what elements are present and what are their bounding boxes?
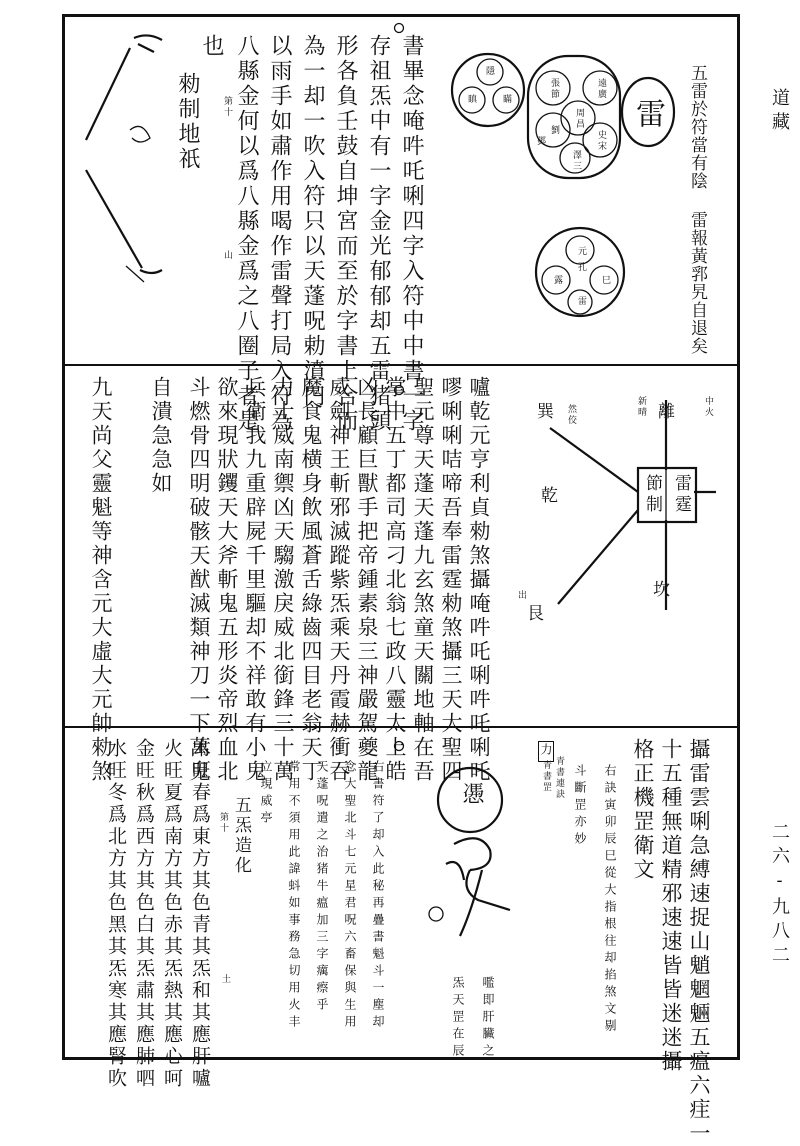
p2-col-12: 自潰急急如 [149,376,173,496]
cluster-b-label-5: 周昌 [574,108,584,130]
collection-name: 道藏 [769,88,790,136]
cluster-b-label-7: 澤三 [571,150,581,172]
compass-small-1: 然佼 [566,404,576,426]
p3-mid-col-5: 立現威亭 [259,760,273,828]
p2-col-5: 凶長顧巨獸手把帝鍾素泉三神嚴駕夔龍 [355,376,379,784]
cluster-a-label-2: 瞋 [466,94,476,105]
compass-label-li: 離 [654,402,674,422]
compass-small-3: 中火 [703,396,713,418]
boxed-label: 力 [539,743,553,760]
p2-col-2: 嘐唎唎咭啼吾奉雷霆勑煞攝三天大聖四 [439,376,463,784]
p3-left-col-2: 火旺夏爲南方其色赤其炁熱其應心呵 [161,738,183,1090]
p3-right-col-2: 十五種無道精邪速速皆皆迷迷攝 [659,738,683,1074]
compass-label-kan: 坎 [649,580,669,600]
cluster-c-label-5: 孔 [576,262,586,273]
cluster-b-label-4: 遠廣 [596,78,606,100]
seal-title: 勑制地祇 [175,72,200,172]
p3-left-col-4: 水旺冬爲北方其色黑其炁寒其應腎吹 [105,738,127,1090]
cluster-b-label-3: 鄧 [535,136,545,147]
compass-center-2: 節制 [642,474,662,516]
figure-char: 慿 [459,782,484,807]
p1-col-3: 形各負壬鼓自坤宮而至於字書上合而 [333,34,358,434]
section-number: 第十 [222,96,232,118]
box-note-2: 青書罡 [541,760,551,793]
p1-col-5: 以雨手如肅作用喝作雷聲打局入符為 [267,34,292,434]
p2-col-8: 力士威南禦凶天騶激戾威北銜鋒三十萬 [271,376,295,784]
p1-col-1: 書畢念唵吽吒唎四字入符中中書一字 [399,34,424,434]
p3-right-col-1: 攝雷雲唎急縛速捉山魈魍魎五瘟六疰一 [687,738,711,1146]
mini-char: 土 [220,974,230,985]
cluster-b-label-2: 劉 [549,125,559,136]
p3-left-col-1: 木旺春爲東方其色青其炁和其應肝嚧 [189,738,211,1090]
cluster-c-label-4: 雷 [576,296,586,307]
small-mark: 山 [222,250,232,261]
compass-label-qian: 乾 [537,486,557,506]
p2-col-3: 聖元尊天蓬天蓬九玄煞童天關地軸在吾 [411,376,435,784]
p1-col-4: 為一却一吹入符只以天蓬呪勅濆冂 [300,34,325,409]
cluster-b-label-6: 史宋 [596,130,606,152]
compass-label-xun: 巽 [533,402,553,422]
under-figure-note-2: 炁天罡在辰 [451,976,465,1061]
p2-col-1: 嚧亁元亨利貞勑煞攝唵吽吒唎吽吒唎吒 [467,376,491,784]
cluster-a-label-1: 隱 [484,66,494,77]
p3-left-col-3: 金旺秋爲西方其色白其炁肅其應肺呬 [133,738,155,1090]
p3-right-col-3: 格正機罡衛文 [631,738,655,882]
p1-ornament-char: 也 [199,34,224,59]
p3-mid-col-2: 念大聖北斗七元星君呪六畜保與生用 [343,760,357,1032]
p3-mid-col-3: 天蓬呪遣之治猪牛瘟加三字癘瘵乎 [315,760,329,1015]
cluster-b-label-1: 張節 [549,78,559,100]
cluster-c-label-3: 巳 [600,275,610,286]
compass-small-2: 新晴 [636,396,646,418]
p2-col-13: 九天尚父靈魁等神含元大虛大元帥勑煞 [89,376,113,784]
p3-small-col-1: 右訣寅卯辰巳從大指根往却掐煞文剔 [603,764,617,1036]
p2-col-10: 欲來現狀钁天大斧斬鬼五形炎帝烈血北 [215,376,239,784]
thunder-compass-diagram [510,380,730,710]
cluster-c-label-2: 露 [552,275,562,286]
talisman-title: 五雷於符當有陰 雷報黃郛旯自退矣 [687,64,707,355]
p2-col-6: 威劍神王斬邪滅蹤紫炁乘天丹霞赫衝吞 [327,376,351,784]
cluster-a-label-3: 瞞 [501,94,511,105]
section-sub: 第十 [218,812,228,834]
p3-mid-col-4: 常用不須用此諱蚪如事務急切用火丰 [287,760,301,1032]
page-number: 二六-九八二 [769,822,790,969]
compass-small-4: 出 [516,590,526,601]
p2-col-7: 魔食鬼横身飲風蒼舌綠齒四目老翁天丁 [299,376,323,784]
p2-col-9: 兵衛我九重辟屍千里驅却不祥敢有小鬼 [243,376,267,784]
p2-col-11: 斗燃骨四明破骸天猷滅類神刀一下萬鬼 [187,376,211,784]
circle-mark-icon [393,22,405,34]
p1-col-2: 存祖炁中有一字金光郁郁却五雷猪頭 [366,34,391,434]
compass-label-gen: 艮 [523,604,543,624]
p2-col-4: 掌中五丁都司高刁北翁七政八靈太上皓 [383,376,407,784]
circle-mark-icon [393,740,405,752]
p3-small-col-2: 斗斷罡亦妙 [573,764,587,849]
under-figure-note-1: 嚂即肝臟之 [481,976,495,1061]
section-title: 五炁造化 [231,796,251,876]
compass-center-1: 雷霆 [671,474,691,516]
p3-mid-col-1: 右書符了却入此秘再疊書魁斗一塵却 [371,760,385,1032]
seal-talisman-drawing [70,20,180,290]
cluster-c-label-1: 元 [576,246,586,257]
diagram-big-char: 雷 [630,98,665,128]
p1-col-6: 八縣金何以爲八縣金爲之八圈子者是 [234,34,259,434]
box-note-1: 青書連訣 [554,756,564,800]
